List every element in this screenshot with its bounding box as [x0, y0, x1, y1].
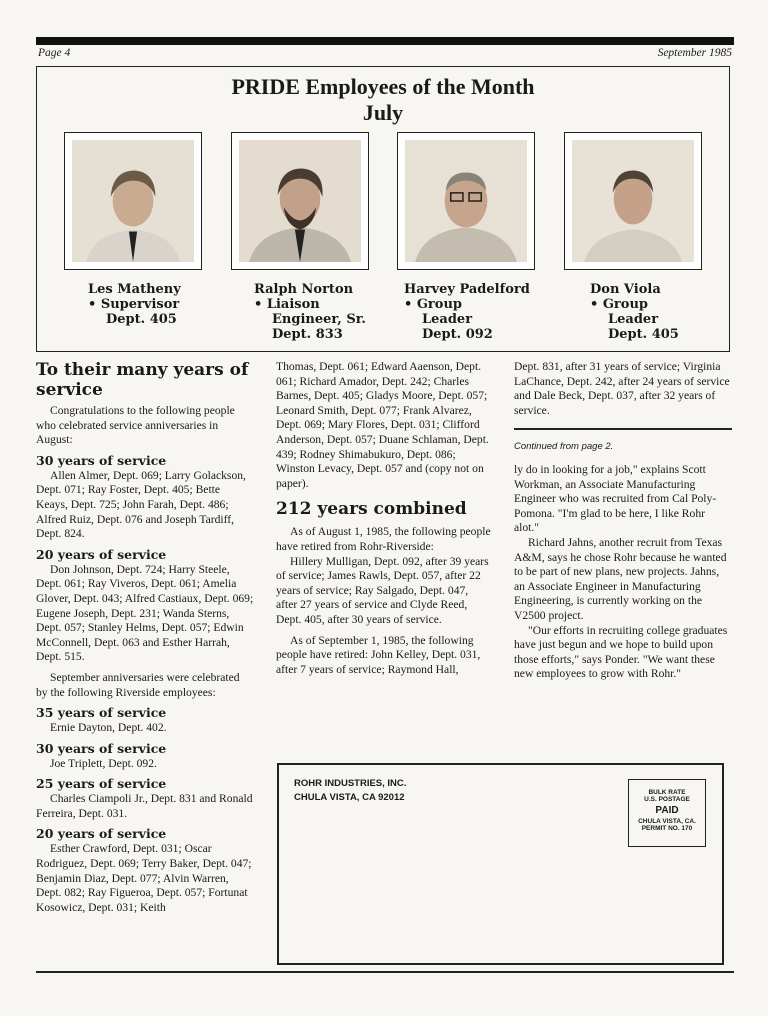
- september-intro: September anniversaries were celebrated by the following Riverside employees:: [36, 670, 240, 699]
- employee-title: Leader: [422, 312, 473, 327]
- portrait-image: [239, 140, 361, 262]
- employee-photo: [397, 132, 535, 270]
- employee-title: • Liaison: [254, 297, 320, 312]
- article-paragraph: ly do in looking for a job," explains Scott Workman, an Associate Manufacturing Engineer who was recruited from Cal Poly-Pomona. "I'm glad to be here, I like Rohr alot.": [514, 462, 717, 535]
- employee-caption: [404, 282, 544, 342]
- service-heading: To their many years of service: [36, 360, 249, 400]
- feature-title: PRIDE Employees of the Month: [231, 74, 535, 99]
- section-heading: 30 years of service: [36, 452, 167, 468]
- indicia-line: U.S. POSTAGE: [644, 796, 690, 803]
- employee-title: Leader: [608, 312, 659, 327]
- section-heading: 30 years of service: [36, 740, 167, 756]
- section-heading: 35 years of service: [36, 705, 167, 721]
- article-paragraph: "Our efforts in recruiting college graduates have just begun and we hope to build upon those efforts," says Ponder. "We want these new employees to grow with Rohr.": [514, 623, 728, 681]
- column-rule: [514, 428, 732, 430]
- service-list: Joe Triplett, Dept. 092.: [50, 756, 157, 770]
- portrait-image: [572, 140, 694, 262]
- return-address-line: CHULA VISTA, CA 92012: [294, 792, 405, 803]
- section-heading: 20 years of service: [36, 546, 167, 562]
- retirement-list: Hillery Mulligan, Dept. 092, after 39 years of service; James Rawls, Dept. 057, after 22 years of service; Ray Salgado, Dept. 047, after 27 years of service and Clyde Reed, Dept. 405, after 30 years of service.: [276, 554, 489, 626]
- service-column: [36, 360, 254, 915]
- service-intro: Congratulations to the following people who celebrated service anniversaries in August:: [36, 404, 235, 447]
- employee-dept: Dept. 405: [608, 327, 679, 342]
- retirement-list-continued: Dept. 831, after 31 years of service; Virginia LaChance, Dept. 242, after 24 years of service and Dale Beck, Dept. 037, after 32 years of service.: [514, 360, 730, 417]
- page-number: Page 4: [38, 47, 71, 59]
- employee-name: Les Matheny: [88, 282, 181, 297]
- service-list: Don Johnson, Dept. 724; Harry Steele, Dept. 061; Ray Viveros, Dept. 061; Amelia Glover, Dept. 043; Alfred Castiaux, Dept. 069; Eugene Joseph, Dept. 231; Wanda Sterns, Dept. 057; Stanley Helms, Dept. 057; Edwin McConnell, Dept. 063 and Esther Harrah, Dept. 515.: [36, 562, 254, 664]
- section-heading: 20 years of service: [36, 826, 167, 842]
- return-address: [294, 777, 406, 805]
- middle-column: [276, 360, 492, 677]
- employee-title: • Supervisor: [88, 297, 180, 312]
- employee-caption: [88, 282, 218, 327]
- employee-title: • Group: [590, 297, 648, 312]
- portrait-image: [405, 140, 527, 262]
- service-list: Allen Almer, Dept. 069; Larry Golackson, Dept. 071; Ray Foster, Dept. 405; Bette Keays, Dept. 725; John Farah, Dept. 486; Alfred Ruiz, Dept. 076 and Joseph Tardiff, Dept. 824.: [36, 468, 246, 541]
- employee-photo: [64, 132, 202, 270]
- employee-name: Don Viola: [590, 282, 661, 297]
- employee-dept: Dept. 405: [106, 312, 177, 327]
- employee-dept: Dept. 092: [422, 327, 493, 342]
- service-list: Charles Ciampoli Jr., Dept. 831 and Ronald Ferreira, Dept. 031.: [36, 792, 253, 820]
- article-paragraph: Richard Jahns, another recruit from Texas A&M, says he chose Rohr because he wanted to be part of new plans, new projects. Jahns, an Associate Engineer in Manufacturing Engineering, is currently working on the V2500 project.: [514, 535, 727, 622]
- employee-title: Engineer, Sr.: [272, 312, 366, 327]
- service-list: Esther Crawford, Dept. 031; Oscar Rodriguez, Dept. 069; Terry Baker, Dept. 047; Benjamin Diaz, Dept. 077; Alvin Warren, Dept. 082; Ray Figueroa, Dept. 057; Fortunat Kosowicz, Dept. 031; Keith: [36, 842, 252, 914]
- portrait-image: [72, 140, 194, 262]
- issue-date: September 1985: [657, 47, 732, 59]
- top-rule: [36, 37, 734, 45]
- retirement-list: As of September 1, 1985, the following people have retired: John Kelley, Dept. 031, after 7 years of service; Raymond Hall,: [276, 633, 481, 676]
- indicia-paid: PAID: [655, 805, 679, 816]
- indicia-line: PERMIT NO. 170: [641, 825, 693, 832]
- service-list-continued: Thomas, Dept. 061; Edward Aaenson, Dept. 061; Richard Amador, Dept. 242; Charles Barnes, Dept. 405; Gladys Moore, Dept. 057; Leonard Smith, Dept. 077; Frank Alvarez, Dept. 069; Mary Flores, Dept. 031; Clifford Anderson, Dept. 057; Duane Schlaman, Dept. 439; Rodney Shimabukuro, Dept. 086; Winston Levacy, Dept. 057 and (copy not on paper).: [276, 360, 489, 490]
- section-heading: 25 years of service: [36, 776, 167, 792]
- employee-caption: [590, 282, 720, 342]
- feature-month: July: [362, 100, 404, 125]
- retirement-intro: As of August 1, 1985, the following people have retired from Rohr-Riverside:: [276, 525, 491, 553]
- employee-dept: Dept. 833: [272, 327, 343, 342]
- retirement-heading: 212 years combined: [276, 499, 467, 520]
- employee-title: • Group: [404, 297, 462, 312]
- return-address-line: ROHR INDUSTRIES, INC.: [294, 778, 407, 789]
- bottom-rule: [36, 971, 734, 973]
- employee-caption: [254, 282, 384, 342]
- service-list: Ernie Dayton, Dept. 402.: [50, 721, 167, 735]
- indicia-line: CHULA VISTA, CA.: [638, 818, 696, 825]
- right-column: [514, 360, 732, 682]
- indicia-line: BULK RATE: [648, 789, 686, 796]
- employee-photo: [564, 132, 702, 270]
- continued-label: Continued from page 2.: [514, 441, 614, 453]
- postage-indicia: [628, 779, 706, 847]
- employee-name: Harvey Padelford: [404, 282, 530, 297]
- employee-name: Ralph Norton: [254, 282, 354, 297]
- employee-photo: [231, 132, 369, 270]
